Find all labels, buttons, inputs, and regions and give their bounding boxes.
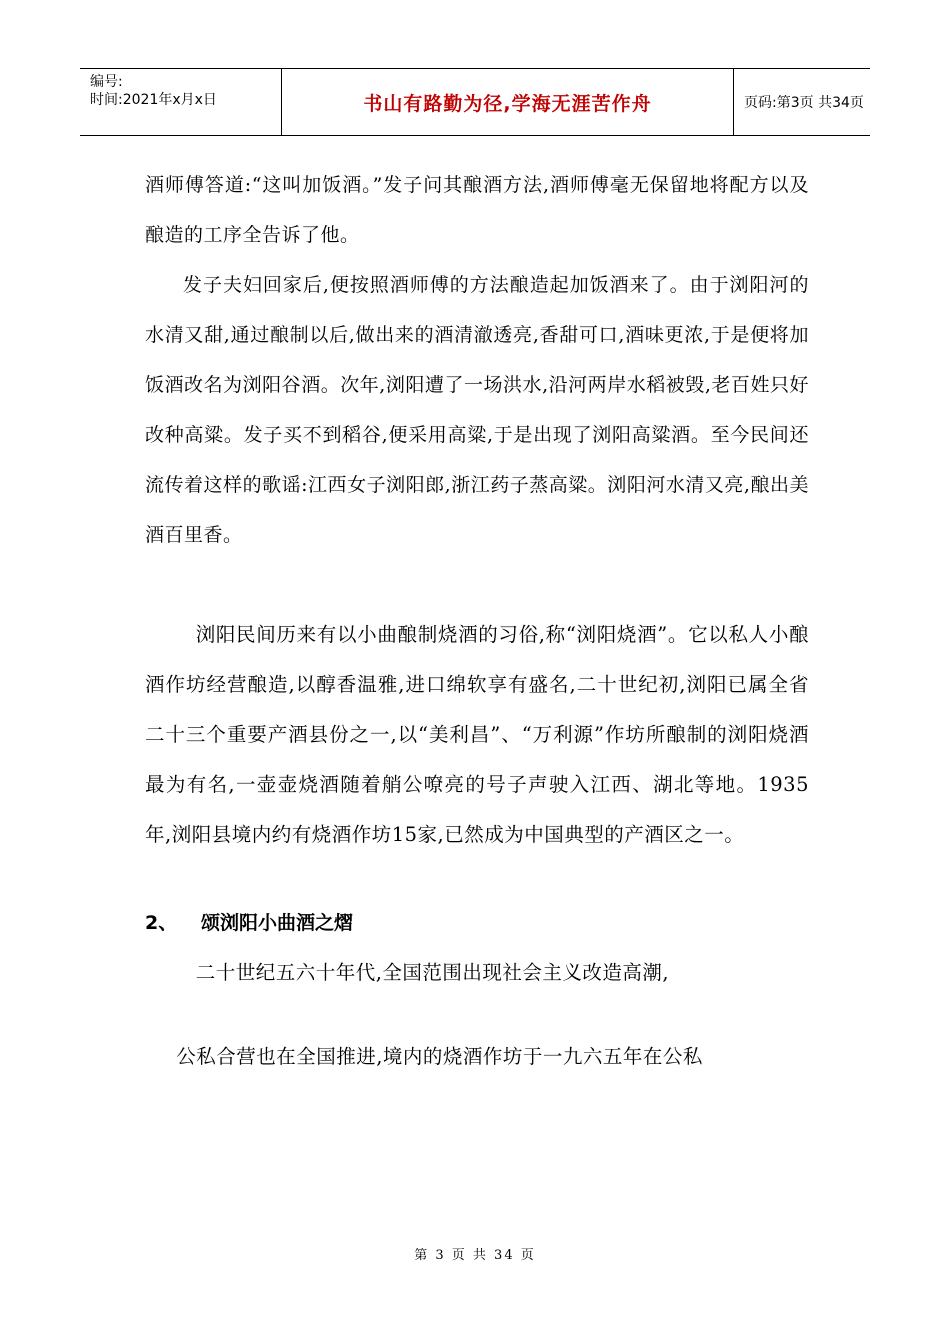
section-heading [145,898,809,948]
section-title: 颂浏阳小曲酒之熠 [201,912,354,934]
header-meta [80,69,282,135]
document-number-label: 编号: [90,74,123,90]
paragraph-3: 浏阳民间历来有以小曲酿制烧酒的习俗,称“浏阳烧酒”。它以私人小酿酒作坊经营酿造,以醇香温雅,进口绵软享有盛名,二十世纪初,浏阳已属全省二十三个重要产酒县份之一,以“美利昌”、“万利源”作坊所酿制的浏阳烧酒最为有名,一壶壶烧酒随着艄公嘹亮的号子声驶入江西、湖北等地。1935年,浏阳县境内约有烧酒作坊15家,已然成为中国典型的产酒区之一。 [145,623,809,846]
paragraph-5: 公私合营也在全国推进,境内的烧酒作坊于一九六五年在公私 [176,1045,703,1068]
page-footer: 第 3 页 共 34 页 [414,1248,536,1263]
paragraph-2: 发子夫妇回家后,便按照酒师傅的方法酿造起加饭酒来了。由于浏阳河的水清又甜,通过酿制以后,做出来的酒清澈透亮,香甜可口,酒味更浓,于是便将加饭酒改名为浏阳谷酒。次年,浏阳遭了一场洪水,沿河两岸水稻被毁,老百姓只好改种高粱。发子买不到稻谷,便采用高粱,于是出现了浏阳高粱酒。至今民间还流传着这样的歌谣:江西女子浏阳郎,浙江药子蒸高粱。浏阳河水清又亮,酿出美酒百里香。 [145,274,809,546]
section-number: 2、 [145,912,178,934]
paragraph-4: 二十世纪五六十年代,全国范围出现社会主义改造高潮, [195,961,670,984]
document-body [145,160,809,1082]
page-header [80,68,870,136]
header-motto: 书山有路勤为径,学海无涯苦作舟 [282,69,734,135]
paragraph-1: 酒师傅答道:“这叫加饭酒。”发子问其酿酒方法,酒师傅毫无保留地将配方以及酿造的工序全告诉了他。 [145,174,809,246]
header-page-number: 页码:第3页 共34页 [744,95,864,111]
document-date-label: 时间:2021年x月x日 [90,92,217,108]
